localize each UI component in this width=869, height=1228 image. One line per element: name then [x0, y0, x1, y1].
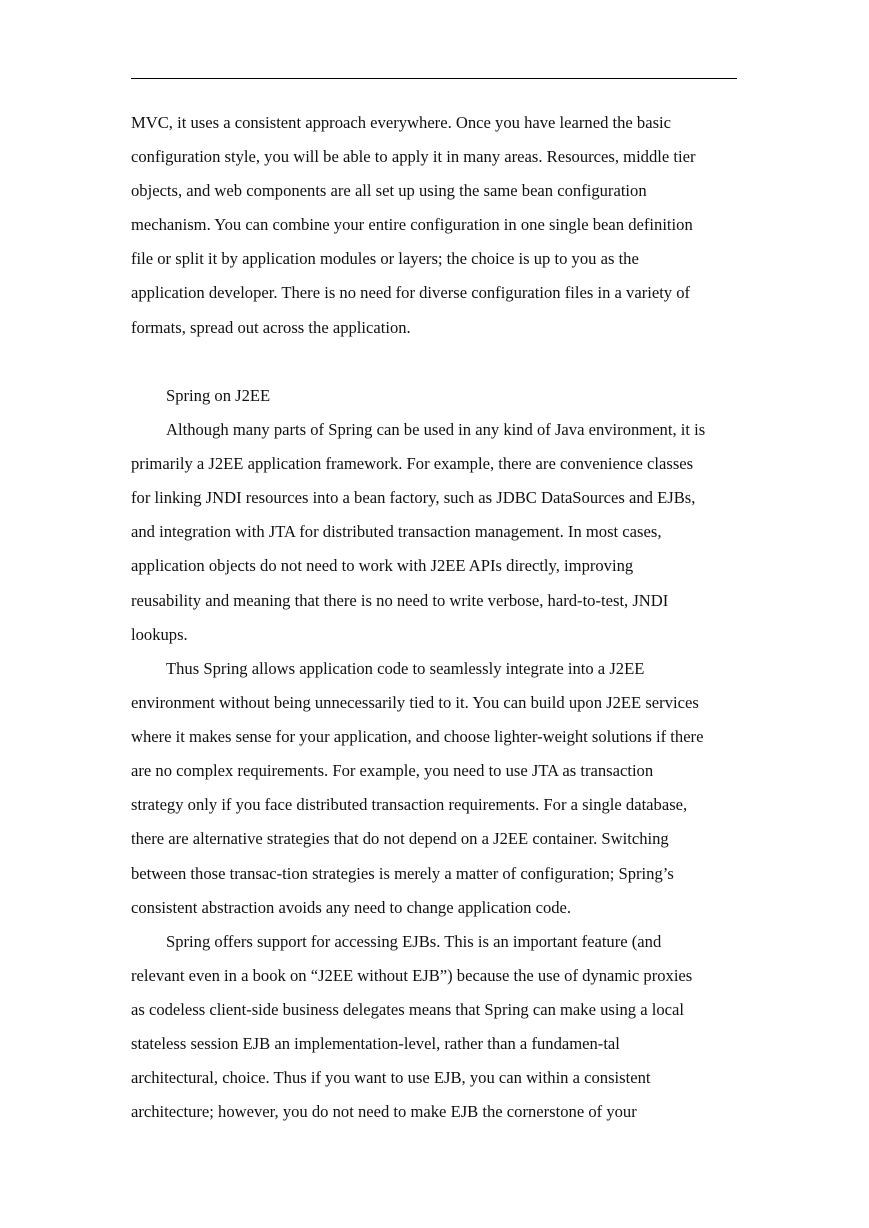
text-line: where it makes sense for your application, and choose lighter-weight solutions if there	[131, 727, 704, 746]
text-line: strategy only if you face distributed transaction requirements. For a single database,	[131, 795, 688, 814]
text-line: file or split it by application modules or layers; the choice is up to you as the	[131, 249, 639, 268]
text-line: for linking JNDI resources into a bean factory, such as JDBC DataSources and EJBs,	[131, 488, 696, 507]
text-line: mechanism. You can combine your entire configuration in one single bean definition	[131, 215, 693, 234]
text-line: architecture; however, you do not need to make EJB the cornerstone of your	[131, 1102, 637, 1121]
text-line: and integration with JTA for distributed transaction management. In most cases,	[131, 522, 662, 541]
section-heading: Spring on J2EE	[166, 386, 271, 405]
text-line: there are alternative strategies that do not depend on a J2EE container. Switching	[131, 829, 669, 848]
text-line: reusability and meaning that there is no need to write verbose, hard-to-test, JNDI	[131, 591, 669, 610]
text-line: architectural, choice. Thus if you want to use EJB, you can within a consistent	[131, 1068, 651, 1087]
text-line: consistent abstraction avoids any need to change application code.	[131, 898, 572, 917]
text-line: application developer. There is no need for diverse configuration files in a variety of	[131, 283, 691, 302]
text-line: lookups.	[131, 625, 188, 644]
text-line: are no complex requirements. For example, you need to use JTA as transaction	[131, 761, 654, 780]
text-line: objects, and web components are all set up using the same bean configuration	[131, 181, 647, 200]
text-line: as codeless client-side business delegates means that Spring can make using a local	[131, 1000, 684, 1019]
text-line: configuration style, you will be able to apply it in many areas. Resources, middle tier	[131, 147, 696, 166]
text-line: primarily a J2EE application framework. For example, there are convenience classes	[131, 454, 694, 473]
text-line: MVC, it uses a consistent approach everywhere. Once you have learned the basic	[131, 113, 672, 132]
text-line: formats, spread out across the application.	[131, 318, 411, 337]
text-line: Although many parts of Spring can be used in any kind of Java environment, it is	[166, 420, 706, 439]
text-line: Thus Spring allows application code to seamlessly integrate into a J2EE	[166, 659, 645, 678]
text-line: stateless session EJB an implementation-level, rather than a fundamen-tal	[131, 1034, 620, 1053]
header-rule	[131, 78, 737, 79]
text-line: environment without being unnecessarily tied to it. You can build upon J2EE services	[131, 693, 699, 712]
text-line: between those transac-tion strategies is merely a matter of configuration; Spring’s	[131, 864, 674, 883]
text-line: application objects do not need to work with J2EE APIs directly, improving	[131, 556, 634, 575]
text-line: relevant even in a book on “J2EE without EJB”) because the use of dynamic proxies	[131, 966, 693, 985]
text-line: Spring offers support for accessing EJBs. This is an important feature (and	[166, 932, 662, 951]
